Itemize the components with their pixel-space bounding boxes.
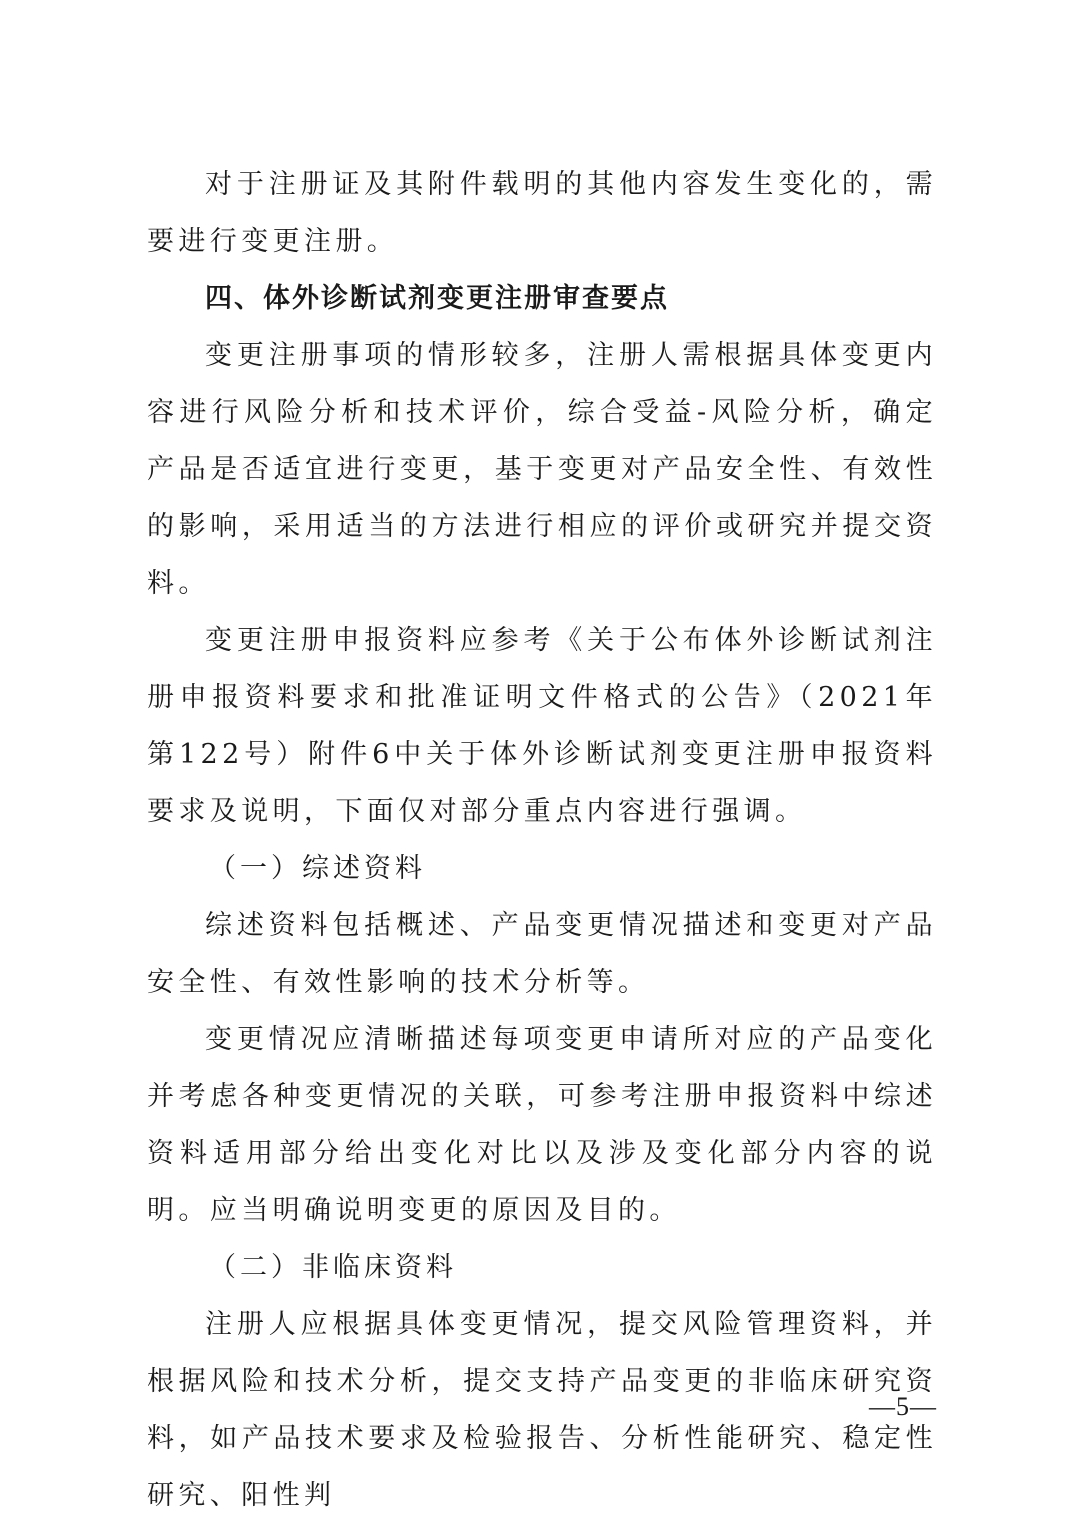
paragraph-overview-contents: 综述资料包括概述、产品变更情况描述和变更对产品安全性、有效性影响的技术分析等。 — [147, 910, 937, 998]
paragraph-reference-announcement: 变更注册申报资料应参考《关于公布体外诊断试剂注册申报资料要求和批准证明文件格式的公告》（2021年第122号）附件6中关于体外诊断试剂变更注册申报资料要求及说明，下面仅对部分重点内容进行强调。 — [147, 625, 937, 827]
paragraph-risk-analysis: 变更注册事项的情形较多，注册人需根据具体变更内容进行风险分析和技术评价，综合受益-风险分析，确定产品是否适宜进行变更，基于变更对产品安全性、有效性的影响，采用适当的方法进行相应的评价或研究并提交资料。 — [147, 340, 937, 599]
document-body — [147, 156, 937, 1524]
page-number: —5— — [869, 1392, 937, 1421]
subheading-nonclinical-materials: （二）非临床资料 — [209, 1252, 457, 1283]
paragraph-nonclinical-contents: 注册人应根据具体变更情况，提交风险管理资料，并根据风险和技术分析，提交支持产品变更的非临床研究资料，如产品技术要求及检验报告、分析性能研究、稳定性研究、阳性判 — [147, 1309, 937, 1511]
subheading-overview-materials: （一）综述资料 — [209, 853, 426, 884]
paragraph-change-description: 变更情况应清晰描述每项变更申请所对应的产品变化并考虑各种变更情况的关联，可参考注册申报资料中综述资料适用部分给出变化对比以及涉及变化部分内容的说明。应当明确说明变更的原因及目的。 — [147, 1024, 937, 1226]
paragraph-change-registration-intro: 对于注册证及其附件载明的其他内容发生变化的，需要进行变更注册。 — [147, 169, 937, 257]
section-heading-review-points: 四、体外诊断试剂变更注册审查要点 — [205, 283, 669, 314]
